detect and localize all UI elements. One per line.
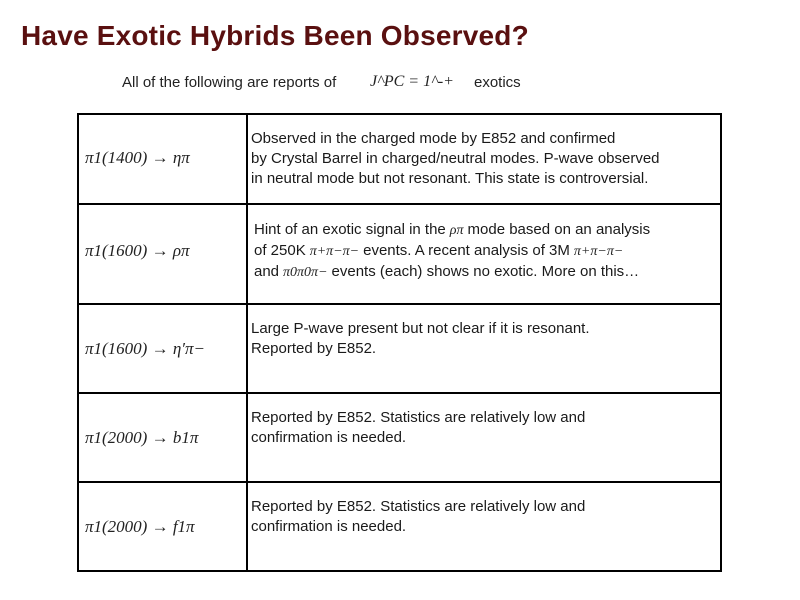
description-line: Observed in the charged mode by E852 and confirmed bbox=[251, 130, 616, 147]
process-cell bbox=[78, 204, 247, 304]
description-line: confirmation is needed. bbox=[251, 518, 407, 535]
decay-process: π1(1600) → η′π− bbox=[85, 339, 205, 358]
channel-math: π+π−π− bbox=[309, 244, 360, 259]
text-fragment: events (each) shows no exotic. More on this… bbox=[331, 263, 640, 280]
description-line bbox=[254, 220, 720, 241]
table-row bbox=[78, 204, 721, 304]
slide-title: Have Exotic Hybrids Been Observed? bbox=[21, 20, 529, 51]
process-cell bbox=[78, 114, 247, 204]
process-cell bbox=[78, 304, 247, 393]
table-row bbox=[78, 114, 721, 204]
description-cell bbox=[247, 114, 721, 204]
description-line bbox=[254, 262, 720, 283]
text-fragment: Hint of an exotic signal in the bbox=[254, 221, 446, 238]
process-cell bbox=[78, 393, 247, 482]
description-line: confirmation is needed. bbox=[251, 429, 407, 446]
description-line: Reported by E852. Statistics are relatively low and bbox=[251, 409, 586, 426]
channel-math: π0π0π− bbox=[283, 265, 328, 280]
description bbox=[248, 305, 717, 359]
decay-process: π1(2000) → f1π bbox=[85, 517, 195, 536]
text-fragment: events. A recent analysis of 3M bbox=[363, 242, 570, 259]
channel-math: ρπ bbox=[449, 223, 464, 238]
description bbox=[248, 205, 720, 283]
description-cell bbox=[247, 304, 721, 393]
description-line: by Crystal Barrel in charged/neutral modes. P-wave observed bbox=[251, 150, 660, 167]
subtitle-prefix: All of the following are reports of bbox=[122, 74, 337, 91]
description bbox=[248, 483, 717, 537]
channel-math: π+π−π− bbox=[573, 244, 624, 259]
text-fragment: of 250K bbox=[254, 242, 306, 259]
decay-process: π1(1600) → ρπ bbox=[85, 241, 190, 260]
jpc-quantum-numbers: J^PC = 1^-+ bbox=[370, 73, 454, 90]
description bbox=[248, 394, 717, 448]
description-cell bbox=[247, 204, 721, 304]
description bbox=[248, 115, 717, 189]
table-row bbox=[78, 304, 721, 393]
exotic-reports-table bbox=[77, 113, 722, 572]
description-line: Large P-wave present but not clear if it is resonant. bbox=[251, 320, 590, 337]
decay-process: π1(1400) → ηπ bbox=[85, 148, 190, 167]
table-row bbox=[78, 393, 721, 482]
table-row bbox=[78, 482, 721, 571]
decay-process: π1(2000) → b1π bbox=[85, 428, 199, 447]
description-line: in neutral mode but not resonant. This state is controversial. bbox=[251, 170, 649, 187]
description-cell bbox=[247, 482, 721, 571]
subtitle-suffix: exotics bbox=[474, 74, 521, 91]
description-cell bbox=[247, 393, 721, 482]
text-fragment: mode based on an analysis bbox=[467, 221, 651, 238]
process-cell bbox=[78, 482, 247, 571]
description-line bbox=[254, 241, 720, 262]
description-line: Reported by E852. Statistics are relatively low and bbox=[251, 498, 586, 515]
description-line: Reported by E852. bbox=[251, 340, 377, 357]
text-fragment: and bbox=[254, 263, 280, 280]
